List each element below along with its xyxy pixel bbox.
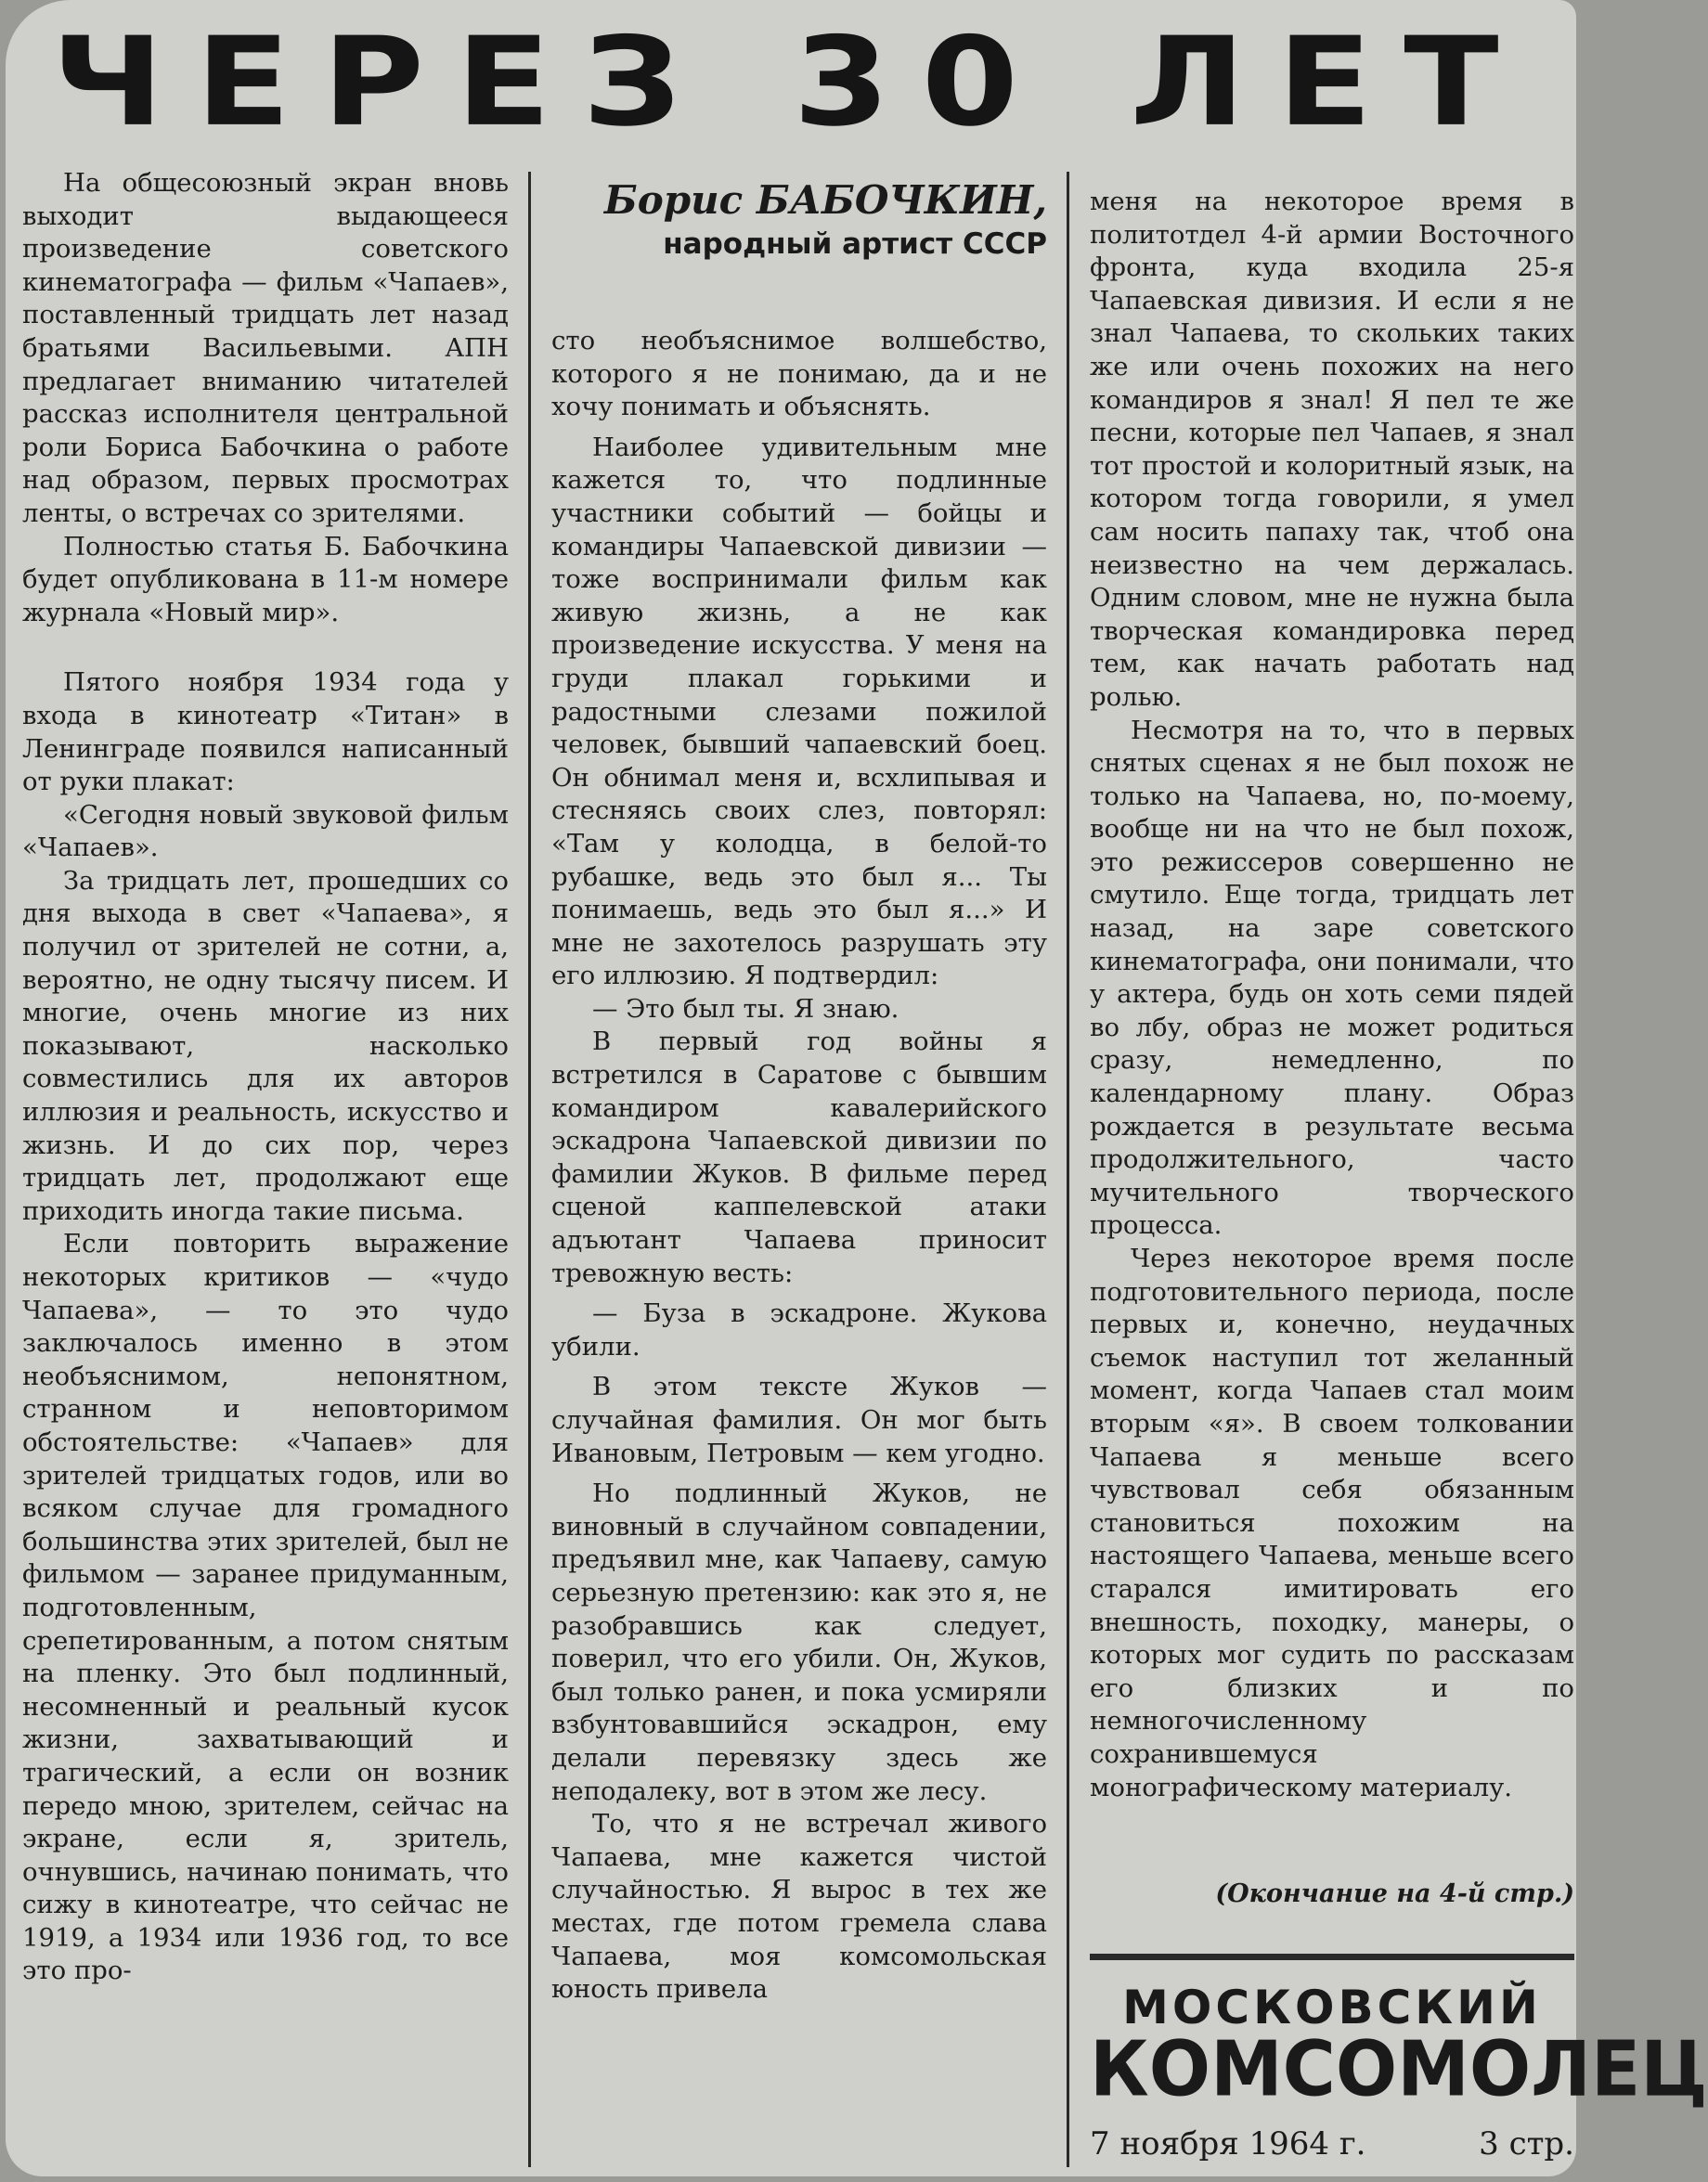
body-paragraph: Несмотря на то, что в первых снятых сценах я не был похож не только на Чапаева, но, по-моему, вообще ни на что не был похож, это режиссеров совершенно не смутило. Еще тогда, тридцать лет назад, на заре советского кинематографа, они понимали, что у актера, будь он хоть семи пядей во лбу, образ не может родиться сразу, немедленно, по календарному плану. Образ рождается в результате весьма продолжительного, часто мучительного творческого процесса. xyxy=(1090,715,1574,1241)
body-paragraph: меня на некоторое время в политотдел 4-й армии Восточного фронта, куда входила 25-я Чапаевская дивизия. И если я не знал Чапаева, то скольких таких же или очень похожих на него командиров я знал! Я пел те же песни, которые пел Чапаев, я знал тот простой и колоритный язык, на котором тогда говорили, я умел сам носить папаху так, чтоб она неизвестно на чем держалась. Одним словом, мне не нужна была творческая командировка перед тем, как начать работать над ролью. xyxy=(1090,187,1574,712)
intro-paragraph: На общесоюзный экран вновь выходит выдающееся произведение советского кинематографа — фильм «Чапаев», поставленный тридцать лет назад братьями Васильевыми. АПН предлагает вниманию читателей рассказ исполнителя центральной роли Бориса Бабочкина о работе над образом, первых просмотрах ленты, о встречах со зрителями. xyxy=(22,168,509,528)
byline xyxy=(555,176,1047,264)
column-rule xyxy=(1067,172,1069,2167)
body-paragraph: сто необъяснимое волшебство, которого я не понимаю, да и не хочу понимать и объяснять. xyxy=(551,326,1047,422)
body-paragraph: В этом тексте Жуков — случайная фамилия. Он мог быть Ивановым, Петровым — кем угодно. xyxy=(551,1372,1047,1468)
masthead-line-1: МОСКОВСКИЙ xyxy=(1122,1981,1542,2034)
body-paragraph: — Буза в эскадроне. Жукова убили. xyxy=(551,1298,1047,1362)
page-number: 3 стр. xyxy=(1479,2125,1574,2163)
body-paragraph: За тридцать лет, прошедших со дня выхода в свет «Чапаева», я получил от зрителей не сотни, а, вероятно, не одну тысячу писем. И многие, очень многие из них показывают, насколько совместились для их авторов иллюзия и реальность, искусство и жизнь. И до сих пор, через тридцать лет, продолжают еще приходить иногда такие письма. xyxy=(22,865,509,1226)
masthead-rule xyxy=(1090,1954,1574,1960)
body-paragraph: Через некоторое время после подготовительного периода, после первых и, конечно, неудачных съемок наступил тот желанный момент, когда Чапаев стал моим вторым «я». В своем толковании Чапаева я меньше всего чувствовал себя обязанным становиться похожим на настоящего Чапаева, меньше всего старался имитировать его внешность, походку, манеры, о которых мог судить по рассказам его близких и по немногочисленному сохранившемуся монографическому материалу. xyxy=(1090,1244,1574,1802)
column-rule xyxy=(528,172,531,2167)
body-paragraph: Наиболее удивительным мне кажется то, что подлинные участники событий — бойцы и командиры Чапаевской дивизии — тоже воспринимали фильм как живую жизнь, а не как произведение искусства. У меня на груди плакал горькими и радостными слезами пожилой человек, бывший чапаевский боец. Он обнимал меня и, всхлипывая и стесняясь своих слез, повторял: «Там у колодца, в белой-то рубашке, ведь это был я... Ты понимаешь, ведь это был я...» И мне не захотелось разрушать эту его иллюзию. Я подтвердил: xyxy=(551,432,1047,991)
author-title: народный артист СССР xyxy=(663,227,1047,261)
body-paragraph: В первый год войны я встретился в Саратове с бывшим командиром кавалерийского эскадрона Чапаевской дивизии по фамилии Жуков. В фильме перед сценой каппелевской атаки адъютант Чапаева приносит тревожную весть: xyxy=(551,1026,1047,1288)
newspaper-clipping xyxy=(6,0,1708,2176)
continuation-note: (Окончание на 4-й стр.) xyxy=(1215,1879,1574,1908)
issue-date: 7 ноября 1964 г. xyxy=(1090,2125,1366,2163)
body-paragraph: Но подлинный Жуков, не виновный в случайном совпадении, предъявил мне, как Чапаеву, самую серьезную претензию: как это я, не разобравшись как следует, поверил, что его убили. Он, Жуков, был только ранен, и пока усмиряли взбунтовавшийся эскадрон, ему делали перевязку здесь же неподалеку, вот в этом же лесу. xyxy=(551,1478,1047,1806)
body-paragraph: Пятого ноября 1934 года у входа в кинотеатр «Титан» в Ленинграде появился написанный от руки плакат: xyxy=(22,667,509,797)
author-name: Борис БАБОЧКИН, xyxy=(603,177,1047,223)
body-paragraph: — Это был ты. Я знаю. xyxy=(592,993,899,1024)
headline: ЧЕРЕЗ 30 ЛЕТ xyxy=(51,11,1531,154)
intro-paragraph: Полностью статья Б. Бабочкина будет опубликована в 11-м номере журнала «Новый мир». xyxy=(22,531,509,627)
column-2 xyxy=(551,325,1047,2007)
body-paragraph: «Сегодня новый звуковой фильм «Чапаев». xyxy=(22,799,509,863)
masthead-line-2: КОМСОМОЛЕЦ xyxy=(1090,2025,1708,2114)
column-1 xyxy=(22,167,509,1988)
body-paragraph: То, что я не встречал живого Чапаева, мне кажется чистой случайностью. Я вырос в тех же местах, где потом гремела слава Чапаева, моя комсомольская юность привела xyxy=(551,1809,1047,2005)
body-paragraph: Если повторить выражение некоторых критиков — «чудо Чапаева», — то это чудо заключалось именно в этом необъяснимом, непонятном, странном и неповторимом обстоятельстве: «Чапаев» для зрителей тридцатых годов, или во всяком случае для громадного большинства этих зрителей, был не фильмом — заранее придуманным, подготовленным, срепетированным, а потом снятым на пленку. Это был подлинный, несомненный и реальный кусок жизни, захватывающий и трагический, а если он возник передо мною, зрителем, сейчас на экране, если я, зритель, очнувшись, начинаю понимать, что сижу в кинотеатре, что сейчас не 1919, а 1934 или 1936 год, то все это про- xyxy=(22,1229,509,1986)
column-3 xyxy=(1090,186,1574,1804)
